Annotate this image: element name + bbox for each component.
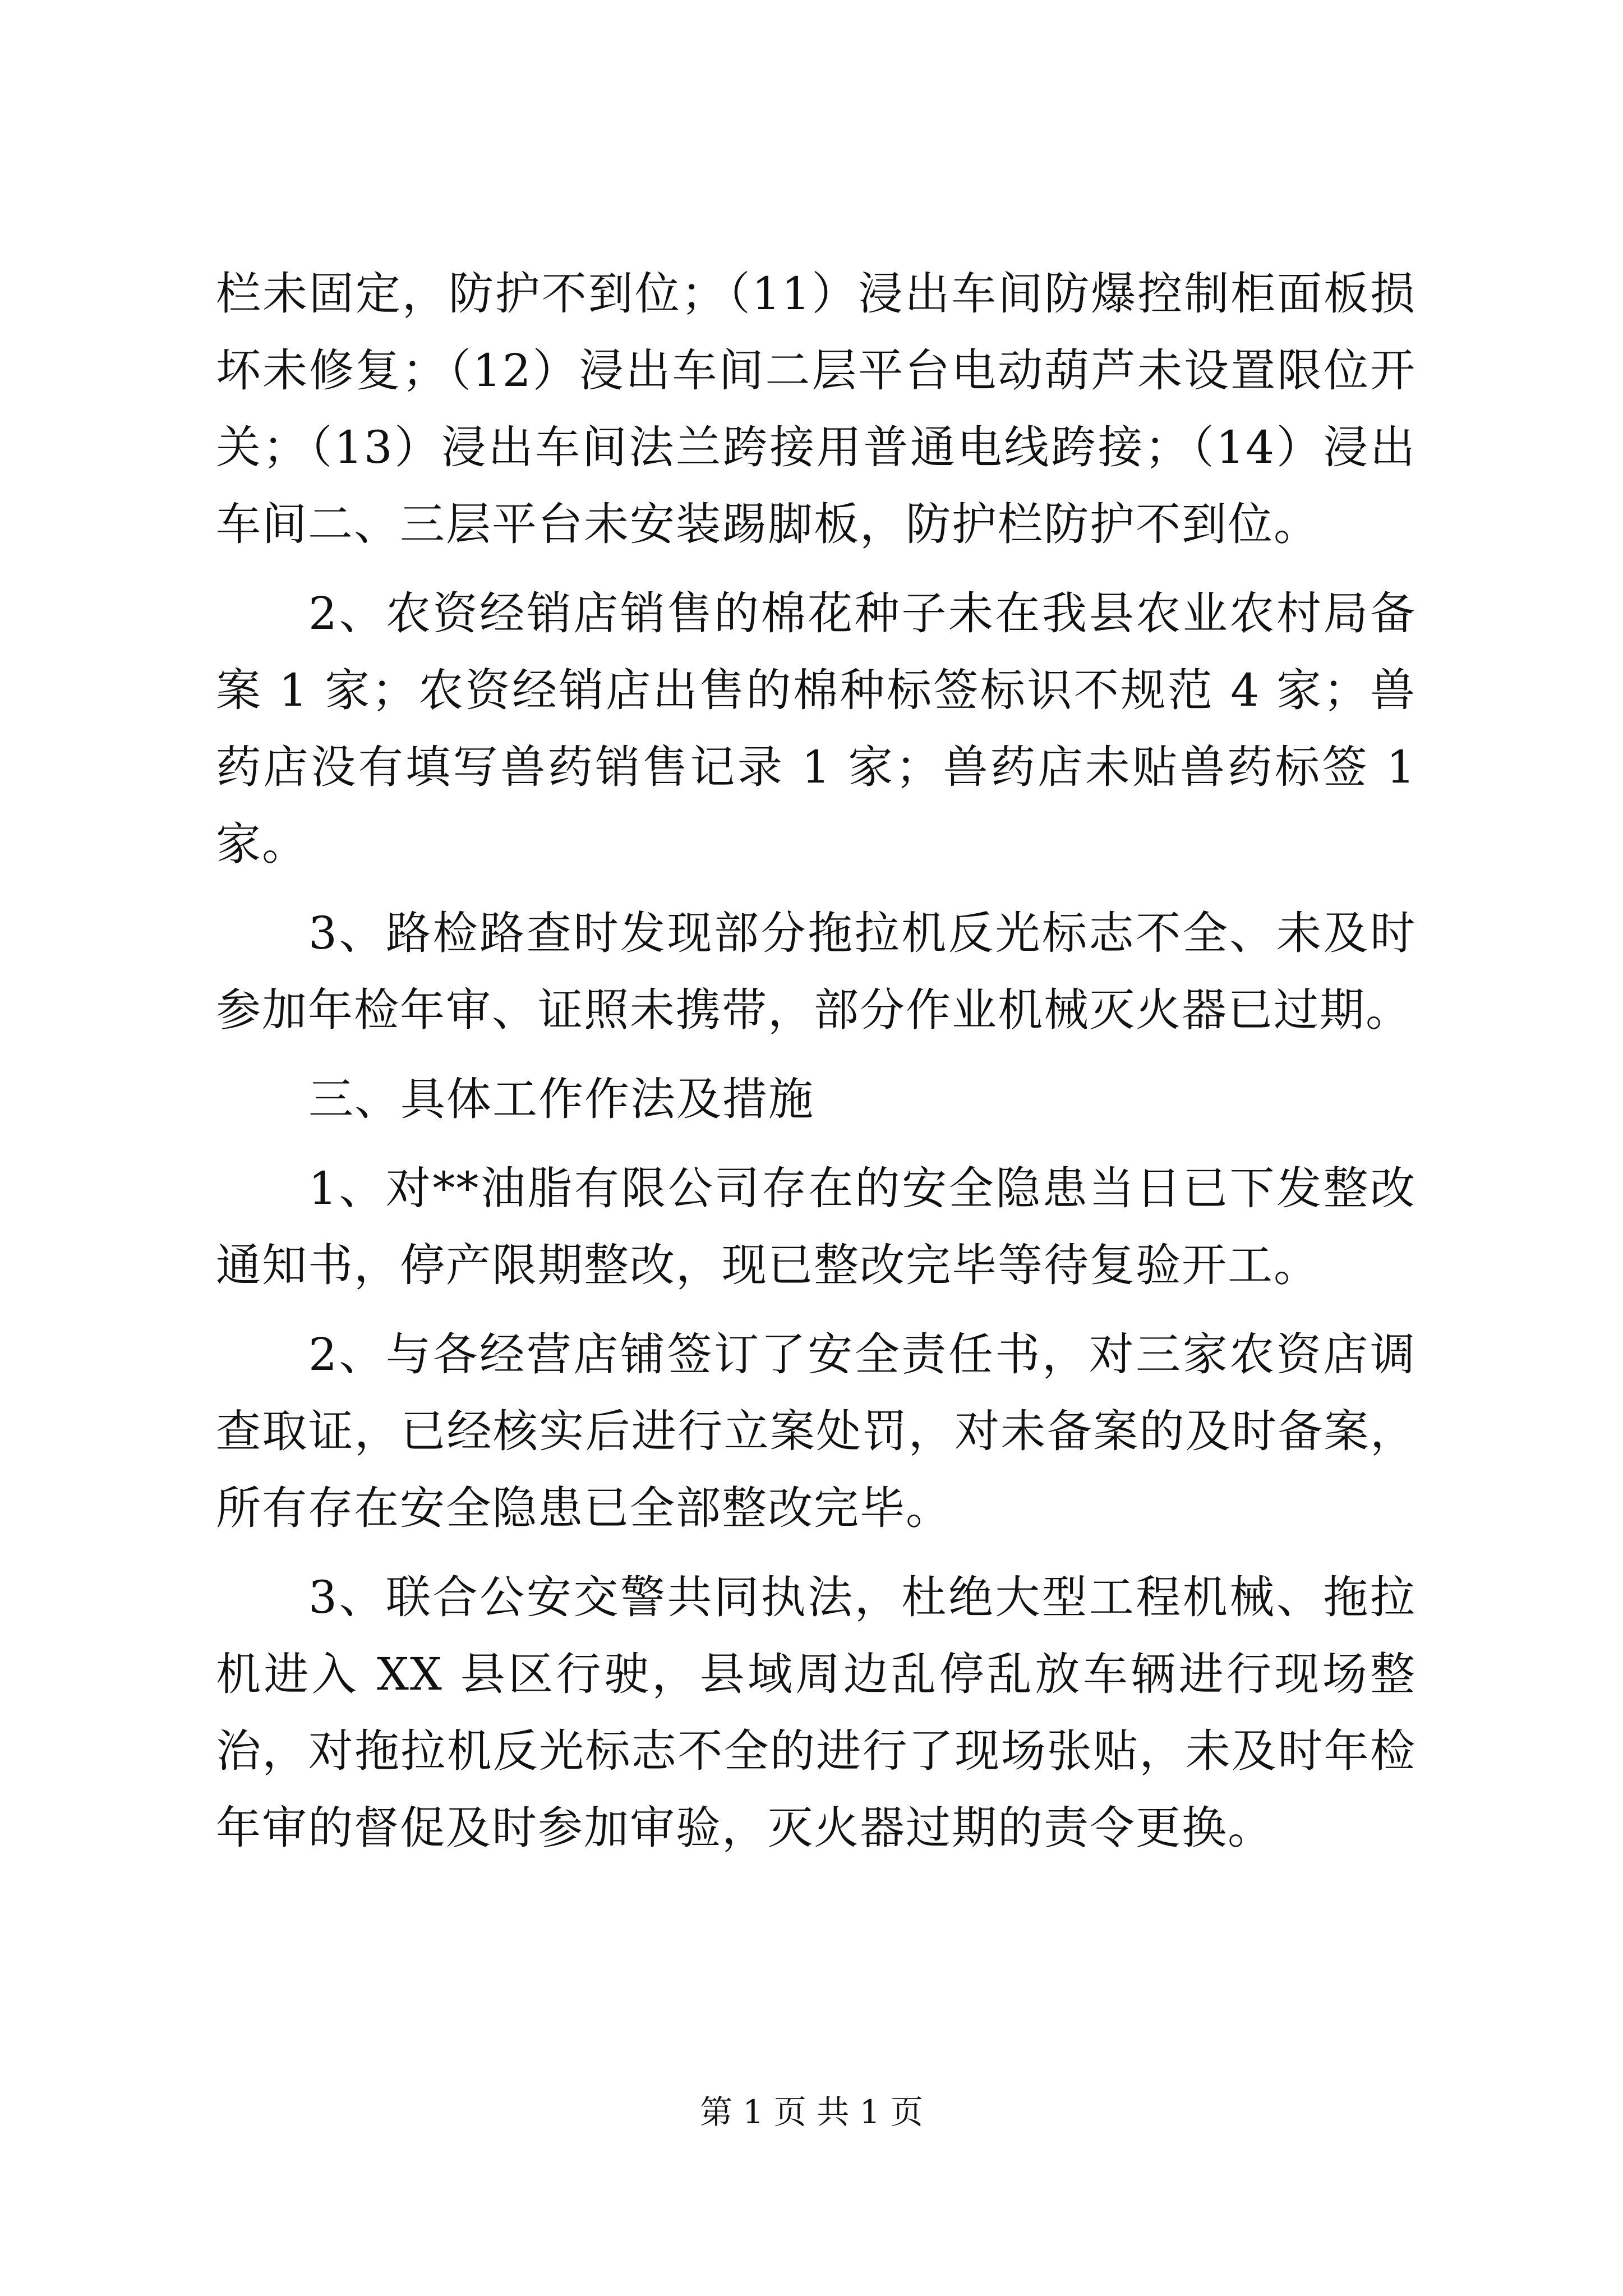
- paragraph-measure-3: 3、联合公安交警共同执法，杜绝大型工程机械、拖拉机进入 XX 县区行驶，县域周边乱停乱放车辆进行现场整治，对拖拉机反光标志不全的进行了现场张贴，未及时年检年审的督促及时参加审验，灭火器过期的责令更换。: [216, 1571, 1416, 1854]
- paragraph-measure-2: 2、与各经营店铺签订了安全责任书，对三家农资店调查取证，已经核实后进行立案处罚，对未备案的及时备案，所有存在安全隐患已全部整改完毕。: [216, 1328, 1416, 1534]
- paragraph-item-3-road-check: 3、路检路查时发现部分拖拉机反光标志不全、未及时参加年检年审、证照未携带，部分作业机械灭火器已过期。: [216, 907, 1416, 1036]
- page-footer: 第 1 页 共 1 页: [700, 2093, 923, 2131]
- paragraph-continuation: 栏未固定，防护不到位；（11）浸出车间防爆控制柜面板损坏未修复；（12）浸出车间二层平台电动葫芦未设置限位开关；（13）浸出车间法兰跨接用普通电线跨接；（14）浸出车间二、三层平台未安装踢脚板，防护栏防护不到位。: [216, 268, 1416, 550]
- document-body: [216, 255, 1416, 1879]
- section-heading-measures: 三、具体工作作法及措施: [308, 1073, 814, 1125]
- paragraph-measure-1: 1、对**油脂有限公司存在的安全隐患当日已下发整改通知书，停产限期整改，现已整改完毕等待复验开工。: [216, 1162, 1416, 1291]
- paragraph-item-2-agri-shops: 2、农资经销店销售的棉花种子未在我县农业农村局备案 1 家；农资经销店出售的棉种标签标识不规范 4 家；兽药店没有填写兽药销售记录 1 家；兽药店未贴兽药标签 1 家。: [216, 587, 1416, 870]
